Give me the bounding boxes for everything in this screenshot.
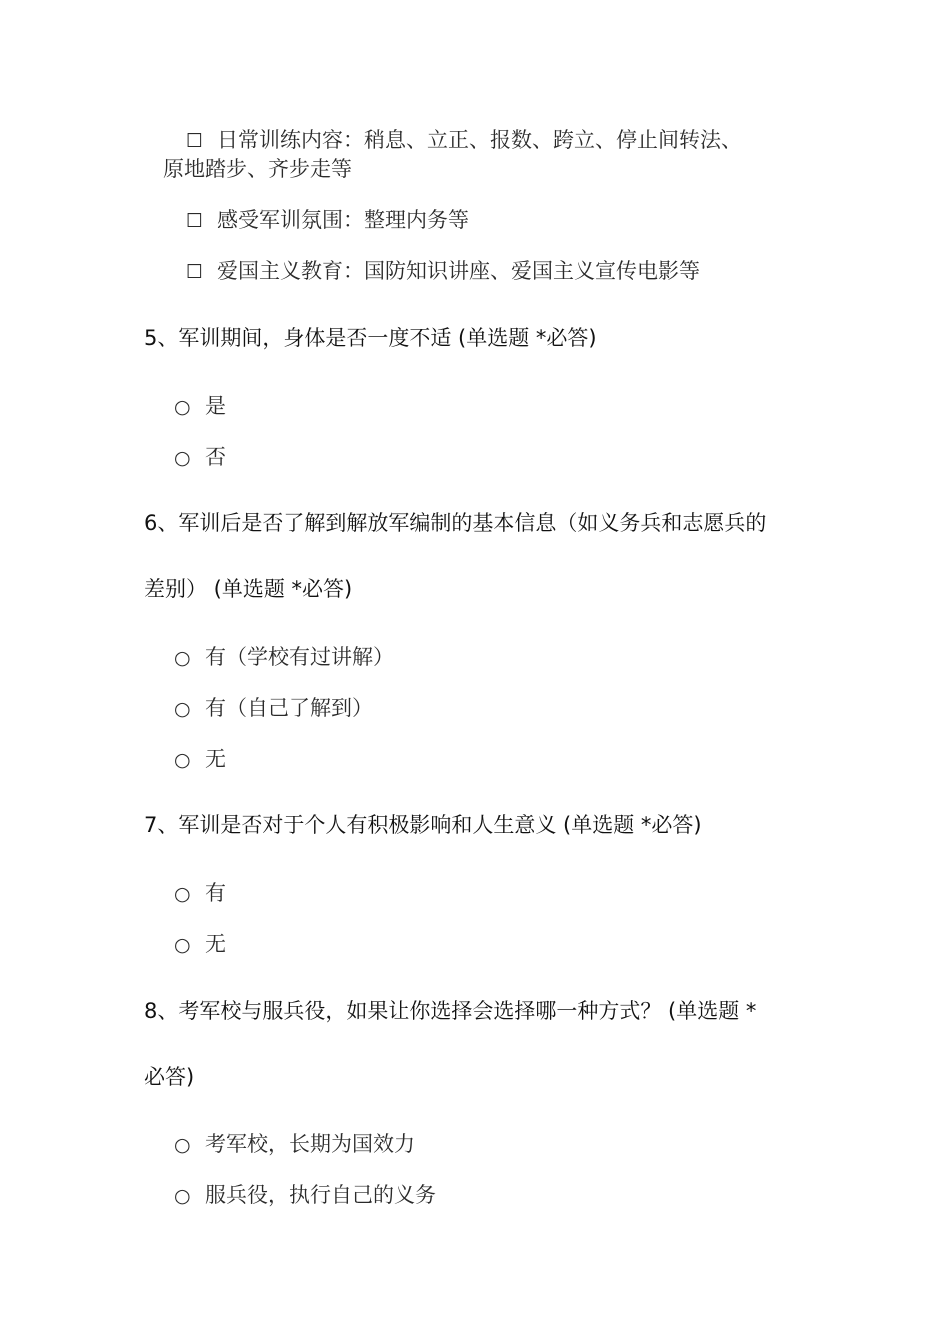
- q4-option-3-label: 爱国主义教育：国防知识讲座、爱国主义宣传电影等: [217, 259, 700, 283]
- q4-option-2-label: 感受军训氛围：整理内务等: [217, 208, 469, 232]
- q8-option-1-label: 考军校，长期为国效力: [205, 1132, 415, 1156]
- checkbox-icon[interactable]: ☐: [186, 261, 204, 283]
- checkbox-icon[interactable]: ☐: [186, 210, 204, 232]
- q8-title-line-2: 必答): [144, 1065, 195, 1089]
- q6-option-3-label: 无: [205, 747, 226, 771]
- checkbox-icon[interactable]: ☐: [186, 130, 204, 152]
- radio-icon[interactable]: ○: [174, 883, 191, 905]
- q7-option-1-label: 有: [205, 881, 226, 905]
- q5-option-2-label: 否: [205, 445, 226, 469]
- q4-option-1-label-line-2: 原地踏步、齐步走等: [163, 157, 352, 181]
- radio-icon[interactable]: ○: [174, 396, 191, 418]
- q5-title: 5、军训期间，身体是否一度不适 (单选题 *必答): [144, 326, 597, 350]
- q6-option-1-label: 有（学校有过讲解）: [205, 645, 394, 669]
- radio-icon[interactable]: ○: [174, 934, 191, 956]
- radio-icon[interactable]: ○: [174, 698, 191, 720]
- radio-icon[interactable]: ○: [174, 749, 191, 771]
- radio-icon[interactable]: ○: [174, 1134, 191, 1156]
- q6-option-2-label: 有（自己了解到）: [205, 696, 373, 720]
- q6-title-line-1: 6、军训后是否了解到解放军编制的基本信息（如义务兵和志愿兵的: [144, 511, 767, 535]
- radio-icon[interactable]: ○: [174, 1185, 191, 1207]
- radio-icon[interactable]: ○: [174, 647, 191, 669]
- q8-title-line-1: 8、考军校与服兵役，如果让你选择会选择哪一种方式？ (单选题 *: [144, 999, 757, 1023]
- q8-option-2-label: 服兵役，执行自己的义务: [205, 1183, 436, 1207]
- q4-option-1-label-line-1: 日常训练内容：稍息、立正、报数、跨立、停止间转法、: [217, 128, 742, 152]
- q6-title-line-2: 差别） (单选题 *必答): [144, 577, 353, 601]
- radio-icon[interactable]: ○: [174, 447, 191, 469]
- q5-option-1-label: 是: [205, 394, 226, 418]
- q7-title: 7、军训是否对于个人有积极影响和人生意义 (单选题 *必答): [144, 813, 702, 837]
- q7-option-2-label: 无: [205, 932, 226, 956]
